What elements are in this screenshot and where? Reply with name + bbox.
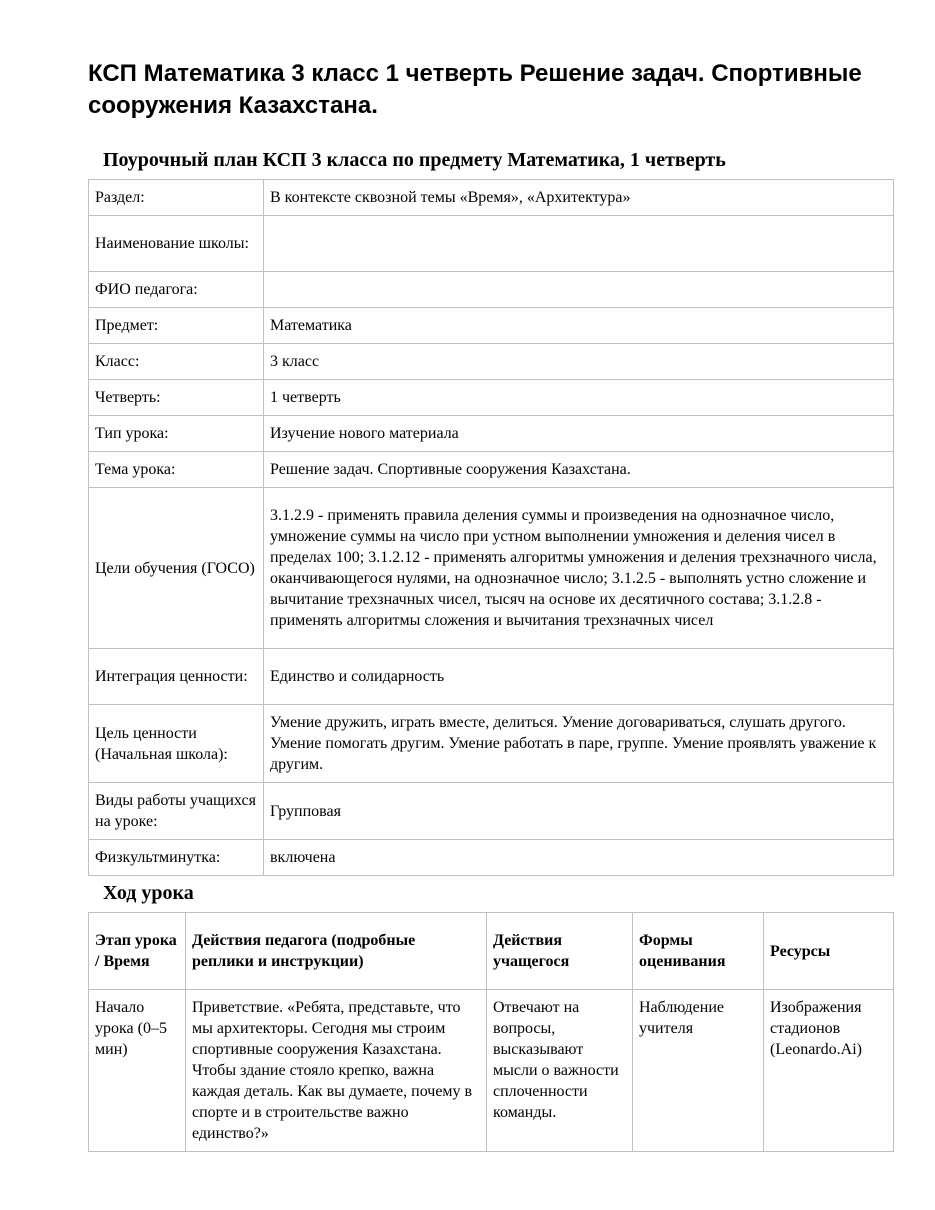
row-value: Решение задач. Спортивные сооружения Казахстана. bbox=[264, 452, 894, 488]
row-value: Математика bbox=[264, 308, 894, 344]
row-value bbox=[264, 216, 894, 272]
table-row bbox=[89, 840, 894, 876]
lesson-flow-table bbox=[88, 912, 894, 1152]
row-label: ФИО педагога: bbox=[89, 272, 264, 308]
table-row bbox=[89, 344, 894, 380]
column-header-stage: Этап урока / Время bbox=[89, 913, 186, 990]
row-label: Предмет: bbox=[89, 308, 264, 344]
plan-heading: Поурочный план КСП 3 класса по предмету Математика, 1 четверть bbox=[103, 149, 726, 171]
row-label: Тип урока: bbox=[89, 416, 264, 452]
document-title: КСП Математика 3 класс 1 четверть Решение задач. Спортивные сооружения Казахстана. bbox=[88, 60, 862, 119]
row-value bbox=[264, 272, 894, 308]
row-label: Раздел: bbox=[89, 180, 264, 216]
row-value: Единство и солидарность bbox=[264, 649, 894, 705]
table-row bbox=[89, 272, 894, 308]
row-label: Четверть: bbox=[89, 380, 264, 416]
row-value: Умение дружить, играть вместе, делиться. Умение договариваться, слушать другого. Умение помогать другим. Умение работать в паре, группе. Умение проявлять уважение к другим. bbox=[264, 705, 894, 783]
row-label: Цель ценности (Начальная школа): bbox=[89, 705, 264, 783]
column-header-student-actions: Действия учащегося bbox=[487, 913, 633, 990]
table-row bbox=[89, 308, 894, 344]
column-header-resources: Ресурсы bbox=[764, 913, 894, 990]
table-row bbox=[89, 990, 894, 1152]
lesson-heading: Ход урока bbox=[103, 882, 194, 904]
table-row bbox=[89, 416, 894, 452]
row-value: Групповая bbox=[264, 783, 894, 840]
row-label: Физкультминутка: bbox=[89, 840, 264, 876]
table-row bbox=[89, 649, 894, 705]
row-label: Виды работы учащихся на уроке: bbox=[89, 783, 264, 840]
cell-assessment: Наблюдение учителя bbox=[633, 990, 764, 1152]
cell-student-actions: Отвечают на вопросы, высказывают мысли о важности сплоченности команды. bbox=[487, 990, 633, 1152]
row-label: Класс: bbox=[89, 344, 264, 380]
row-value: Изучение нового материала bbox=[264, 416, 894, 452]
table-row bbox=[89, 452, 894, 488]
table-row bbox=[89, 180, 894, 216]
table-header-row bbox=[89, 913, 894, 990]
row-label: Интеграция ценности: bbox=[89, 649, 264, 705]
table-row bbox=[89, 488, 894, 649]
table-row bbox=[89, 380, 894, 416]
row-value: 3.1.2.9 - применять правила деления суммы и произведения на однозначное число, умножение суммы на число при устном выполнении умножения и деления чисел в пределах 100; 3.1.2.12 - применять алгоритмы умножения и деления трехзначного числа, оканчивающегося нулями, на однозначное число; 3.1.2.5 - выполнять устно сложение и вычитание трехзначных чисел, тысяч на основе их десятичного состава; 3.1.2.8 - применять алгоритмы сложения и вычитания трехзначных чисел bbox=[264, 488, 894, 649]
table-row bbox=[89, 216, 894, 272]
row-label: Тема урока: bbox=[89, 452, 264, 488]
column-header-assessment: Формы оценивания bbox=[633, 913, 764, 990]
row-label: Наименование школы: bbox=[89, 216, 264, 272]
table-row bbox=[89, 783, 894, 840]
table-row bbox=[89, 705, 894, 783]
cell-resources: Изображения стадионов (Leonardo.Ai) bbox=[764, 990, 894, 1152]
lesson-info-table bbox=[88, 179, 894, 876]
row-value: В контексте сквозной темы «Время», «Архитектура» bbox=[264, 180, 894, 216]
row-value: 3 класс bbox=[264, 344, 894, 380]
column-header-teacher-actions: Действия педагога (подробные реплики и инструкции) bbox=[186, 913, 487, 990]
cell-teacher-actions: Приветствие. «Ребята, представьте, что мы архитекторы. Сегодня мы строим спортивные сооружения Казахстана. Чтобы здание стояло крепко, важна каждая деталь. Как вы думаете, почему в спорте и в строительстве важно единство?» bbox=[186, 990, 487, 1152]
row-label: Цели обучения (ГОСО) bbox=[89, 488, 264, 649]
cell-stage: Начало урока (0–5 мин) bbox=[89, 990, 186, 1152]
row-value: 1 четверть bbox=[264, 380, 894, 416]
row-value: включена bbox=[264, 840, 894, 876]
